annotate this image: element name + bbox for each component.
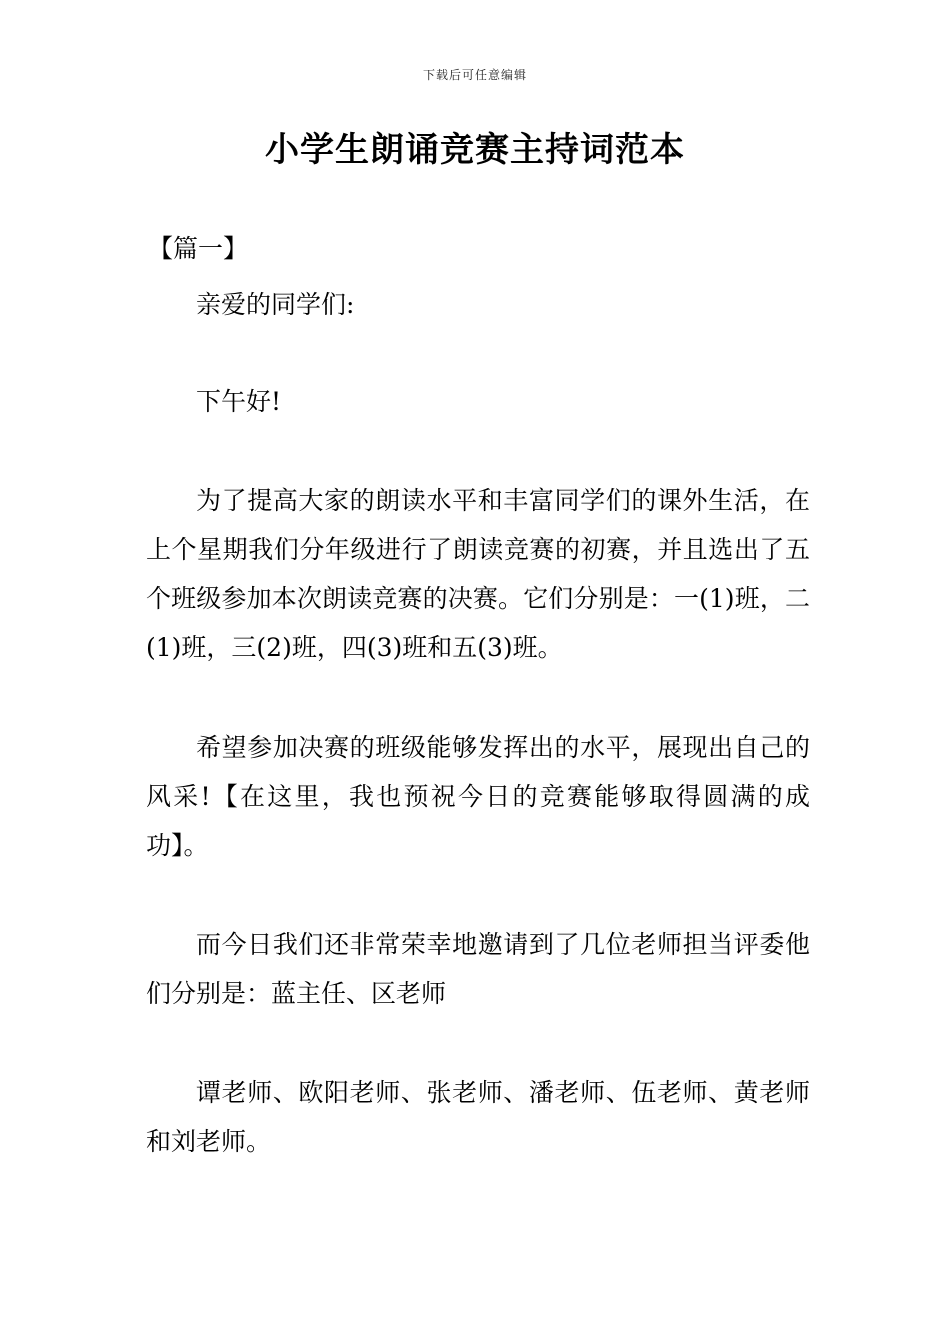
paragraph-intro: 为了提高大家的朗读水平和丰富同学们的课外生活，在上个星期我们分年级进行了朗读竞赛的初赛，并且选出了五个班级参加本次朗读竞赛的决赛。它们分别是：一(1)班，二(1)班，三(2)班，四(3)班和五(3)班。: [146, 486, 810, 662]
paragraph-greeting: 亲爱的同学们:: [196, 290, 355, 319]
section-label: 【篇一】: [148, 234, 249, 263]
paragraph-afternoon: 下午好!: [196, 387, 282, 416]
document-title: 小学生朗诵竞赛主持词范本: [265, 130, 685, 170]
header-note: 下载后可任意编辑: [422, 68, 527, 82]
paragraph-teachers: 谭老师、欧阳老师、张老师、潘老师、伍老师、黄老师和刘老师。: [146, 1078, 810, 1156]
paragraph-hope: 希望参加决赛的班级能够发挥出的水平，展现出自己的风采!【在这里，我也预祝今日的竞赛能够取得圆满的成功】。: [146, 733, 810, 860]
paragraph-judges: 而今日我们还非常荣幸地邀请到了几位老师担当评委他们分别是：蓝主任、区老师: [146, 930, 810, 1008]
